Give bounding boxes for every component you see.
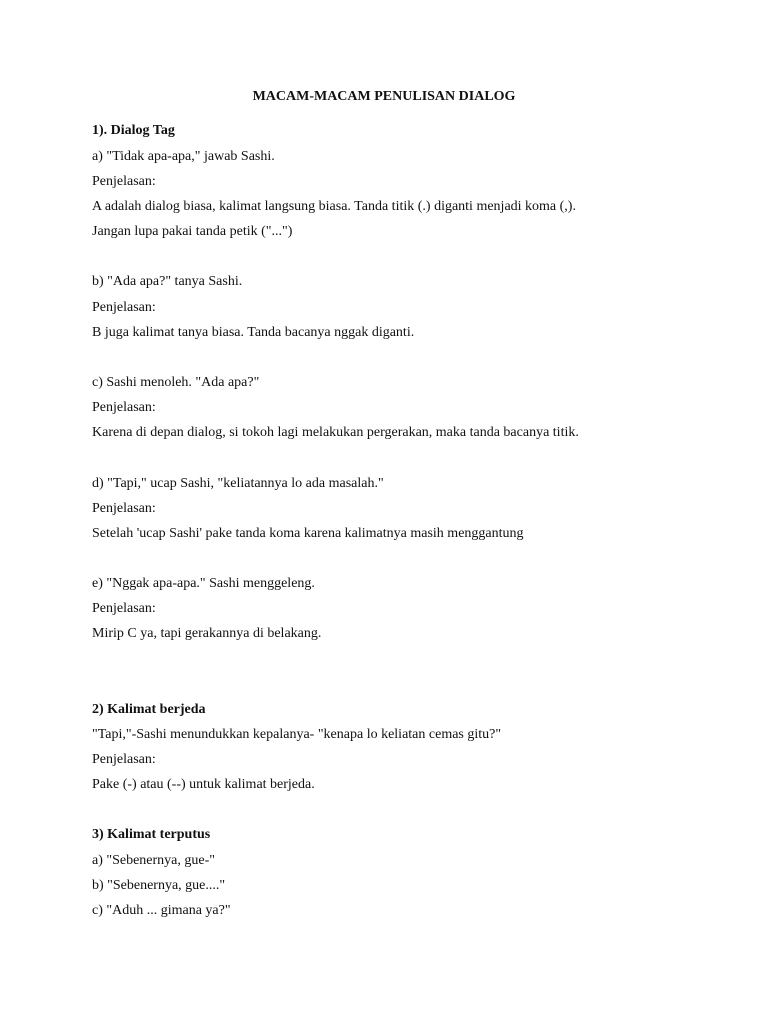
document-title: MACAM-MACAM PENULISAN DIALOG: [252, 89, 516, 104]
example-e: e) "Nggak apa-apa." Sashi menggeleng.: [92, 576, 315, 591]
explanation-d: Setelah 'ucap Sashi' pake tanda koma karena kalimatnya masih menggantung: [92, 526, 524, 541]
example-d: d) "Tapi," ucap Sashi, "keliatannya lo ada masalah.": [92, 476, 384, 491]
section-heading-dialog-tag: 1). Dialog Tag: [92, 123, 175, 138]
explanation-a-line2: Jangan lupa pakai tanda petik ("..."): [92, 224, 293, 239]
explanation-a-line1: A adalah dialog biasa, kalimat langsung biasa. Tanda titik (.) diganti menjadi koma (,).: [92, 199, 576, 214]
example-a: a) "Tidak apa-apa," jawab Sashi.: [92, 149, 275, 164]
section-heading-kalimat-berjeda: 2) Kalimat berjeda: [92, 702, 206, 717]
example-terputus-b: b) "Sebenernya, gue....": [92, 878, 226, 893]
example-terputus-c: c) "Aduh ... gimana ya?": [92, 903, 231, 918]
explanation-label-d: Penjelasan:: [92, 501, 156, 516]
example-b: b) "Ada apa?" tanya Sashi.: [92, 274, 243, 289]
explanation-berjeda: Pake (-) atau (--) untuk kalimat berjeda.: [92, 777, 315, 792]
section-heading-kalimat-terputus: 3) Kalimat terputus: [92, 827, 211, 842]
example-terputus-a: a) "Sebenernya, gue-": [92, 853, 215, 868]
explanation-label-a: Penjelasan:: [92, 174, 156, 189]
example-berjeda: "Tapi,"-Sashi menundukkan kepalanya- "kenapa lo keliatan cemas gitu?": [92, 727, 502, 742]
explanation-c: Karena di depan dialog, si tokoh lagi melakukan pergerakan, maka tanda bacanya titik.: [92, 425, 579, 440]
explanation-label-berjeda: Penjelasan:: [92, 752, 156, 767]
explanation-label-b: Penjelasan:: [92, 300, 156, 315]
explanation-b: B juga kalimat tanya biasa. Tanda bacanya nggak diganti.: [92, 325, 415, 340]
example-c: c) Sashi menoleh. "Ada apa?": [92, 375, 260, 390]
explanation-label-e: Penjelasan:: [92, 601, 156, 616]
explanation-label-c: Penjelasan:: [92, 400, 156, 415]
explanation-e: Mirip C ya, tapi gerakannya di belakang.: [92, 626, 322, 641]
